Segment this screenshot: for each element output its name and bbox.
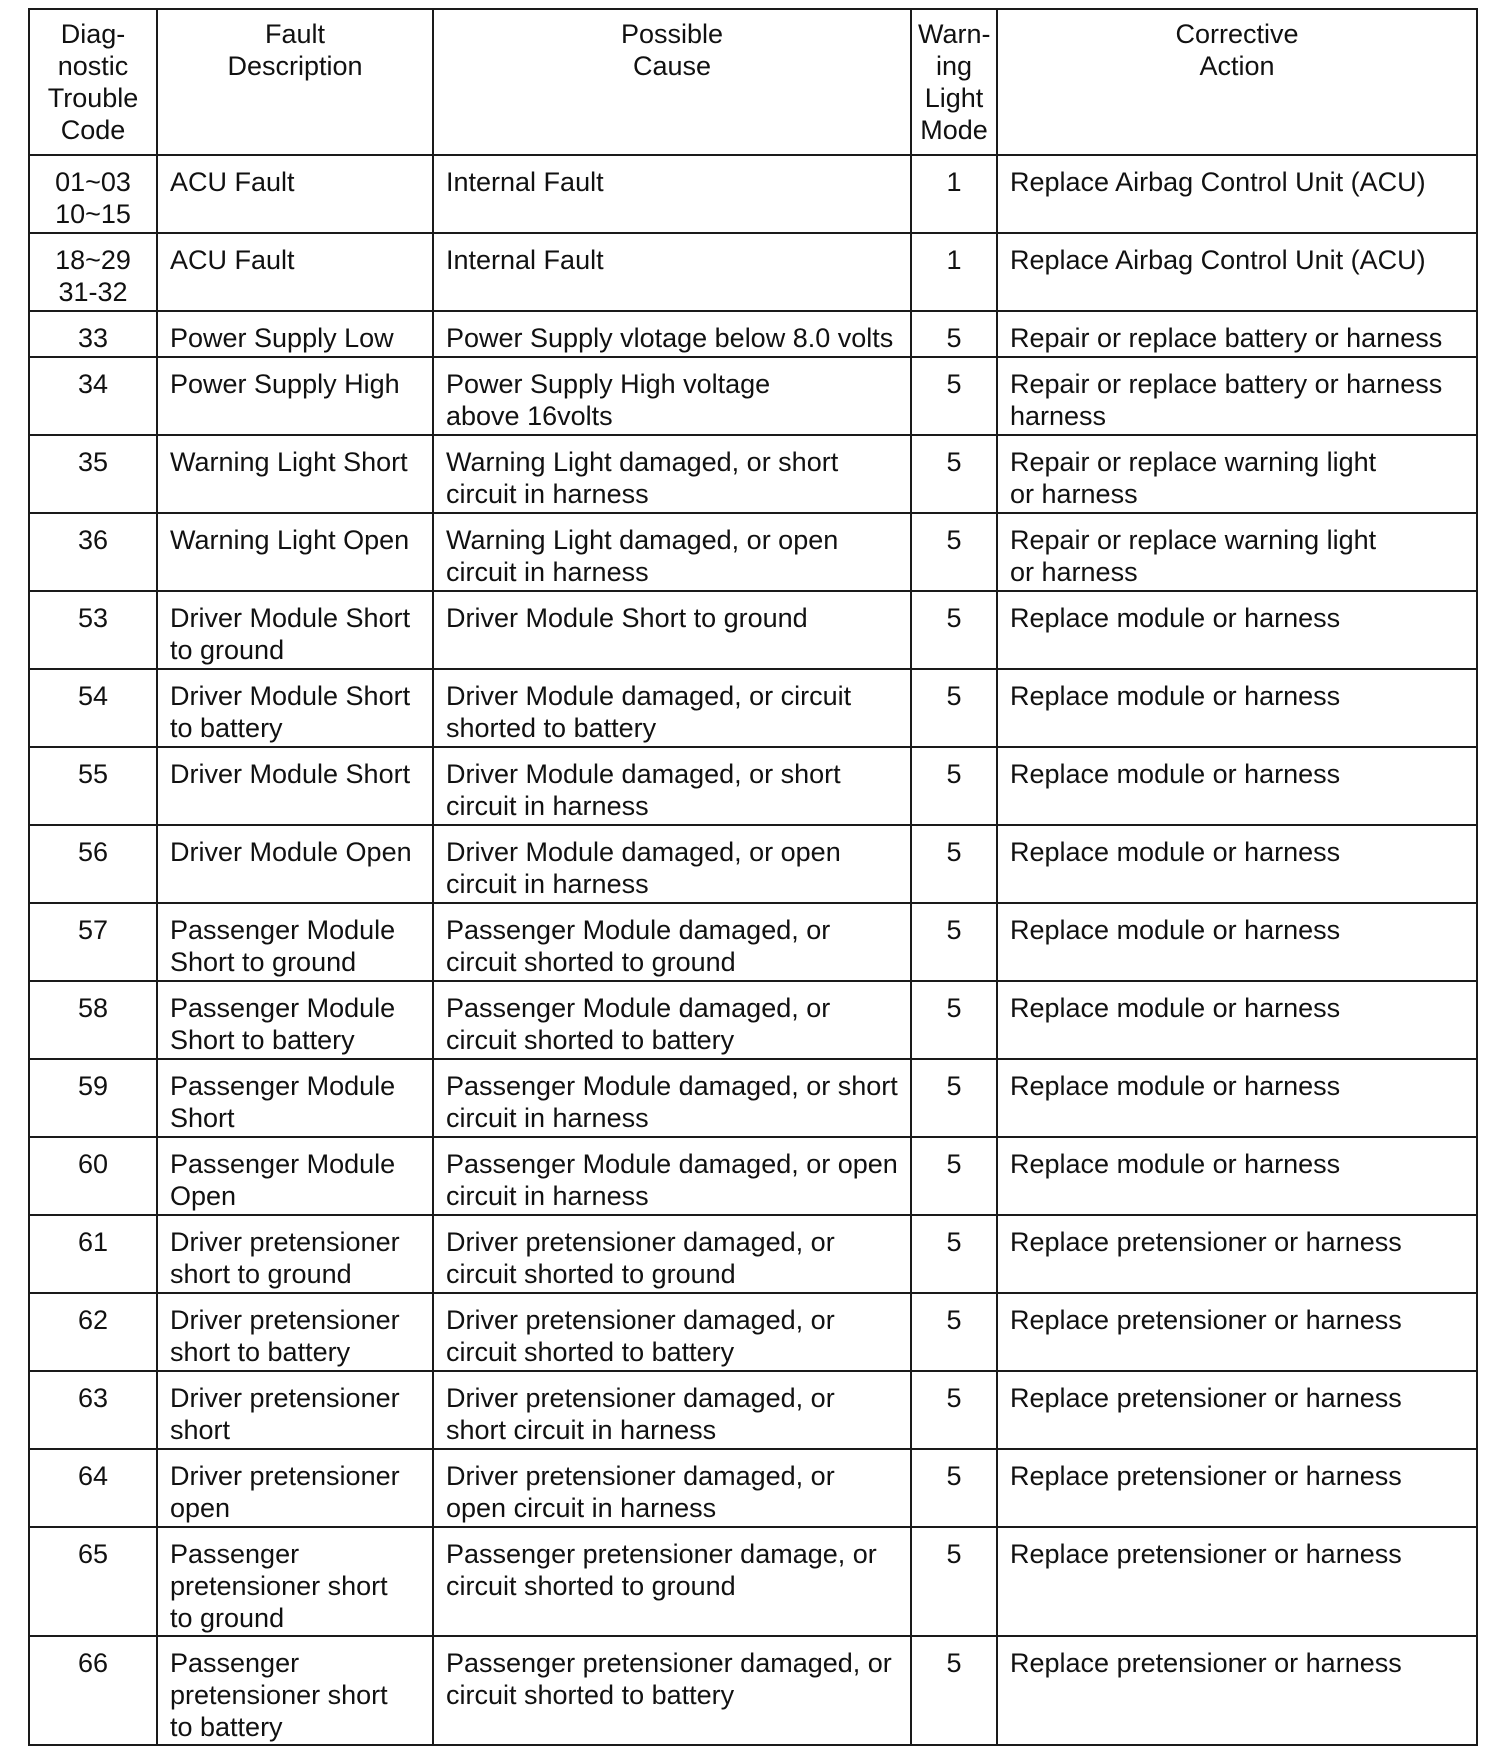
dtc-code: 66 xyxy=(29,1636,157,1745)
corrective-action: Replace module or harness xyxy=(997,747,1477,825)
table-row xyxy=(29,825,1477,903)
fault-description: ACU Fault xyxy=(157,155,433,233)
fault-description: Driver pretensioner short to ground xyxy=(157,1215,433,1293)
possible-cause: Warning Light damaged, or short circuit in harness xyxy=(433,435,911,513)
possible-cause: Power Supply vlotage below 8.0 volts xyxy=(433,311,911,357)
warning-light-mode: 5 xyxy=(911,311,997,357)
corrective-action: Replace pretensioner or harness xyxy=(997,1371,1477,1449)
fault-description: Passenger pretensioner short to ground xyxy=(157,1527,433,1636)
fault-description: Driver Module Short to battery xyxy=(157,669,433,747)
dtc-code: 36 xyxy=(29,513,157,591)
corrective-action: Replace module or harness xyxy=(997,1059,1477,1137)
warning-light-mode: 5 xyxy=(911,669,997,747)
possible-cause: Driver Module damaged, or circuit shorted to battery xyxy=(433,669,911,747)
corrective-action: Replace module or harness xyxy=(997,669,1477,747)
possible-cause: Passenger pretensioner damaged, or circuit shorted to battery xyxy=(433,1636,911,1745)
fault-description: Driver Module Short to ground xyxy=(157,591,433,669)
possible-cause: Internal Fault xyxy=(433,155,911,233)
corrective-action: Replace pretensioner or harness xyxy=(997,1449,1477,1527)
table-row xyxy=(29,747,1477,825)
corrective-action: Replace pretensioner or harness xyxy=(997,1293,1477,1371)
dtc-code: 01~03 10~15 xyxy=(29,155,157,233)
corrective-action: Replace pretensioner or harness xyxy=(997,1527,1477,1636)
warning-light-mode: 5 xyxy=(911,825,997,903)
corrective-action: Repair or replace warning light or harness xyxy=(997,513,1477,591)
table-row xyxy=(29,1215,1477,1293)
corrective-action: Replace module or harness xyxy=(997,1137,1477,1215)
warning-light-mode: 5 xyxy=(911,1215,997,1293)
warning-light-mode: 5 xyxy=(911,1527,997,1636)
fault-description: Power Supply Low xyxy=(157,311,433,357)
possible-cause: Internal Fault xyxy=(433,233,911,311)
possible-cause: Warning Light damaged, or open circuit in harness xyxy=(433,513,911,591)
table-row xyxy=(29,669,1477,747)
possible-cause: Passenger Module damaged, or circuit shorted to battery xyxy=(433,981,911,1059)
warning-light-mode: 5 xyxy=(911,1449,997,1527)
fault-description: Passenger Module Short to ground xyxy=(157,903,433,981)
header-row xyxy=(29,9,1477,155)
warning-light-mode: 5 xyxy=(911,1137,997,1215)
warning-light-mode: 5 xyxy=(911,903,997,981)
dtc-code: 55 xyxy=(29,747,157,825)
possible-cause: Driver pretensioner damaged, or circuit shorted to battery xyxy=(433,1293,911,1371)
corrective-action: Replace pretensioner or harness xyxy=(997,1636,1477,1745)
table-row xyxy=(29,1636,1477,1745)
dtc-code: 56 xyxy=(29,825,157,903)
fault-description: Passenger Module Short xyxy=(157,1059,433,1137)
fault-description: Driver pretensioner short xyxy=(157,1371,433,1449)
table-row xyxy=(29,981,1477,1059)
warning-light-mode: 1 xyxy=(911,233,997,311)
possible-cause: Driver Module Short to ground xyxy=(433,591,911,669)
dtc-code: 62 xyxy=(29,1293,157,1371)
dtc-code: 34 xyxy=(29,357,157,435)
possible-cause: Driver Module damaged, or open circuit in harness xyxy=(433,825,911,903)
table-row xyxy=(29,903,1477,981)
possible-cause: Driver pretensioner damaged, or open circuit in harness xyxy=(433,1449,911,1527)
table-row xyxy=(29,1059,1477,1137)
dtc-code: 57 xyxy=(29,903,157,981)
table-header xyxy=(29,9,1477,155)
table-row xyxy=(29,591,1477,669)
table-body xyxy=(29,155,1477,1745)
header-code: Diag- nostic Trouble Code xyxy=(29,9,157,155)
dtc-code: 33 xyxy=(29,311,157,357)
dtc-code: 64 xyxy=(29,1449,157,1527)
corrective-action: Replace Airbag Control Unit (ACU) xyxy=(997,155,1477,233)
dtc-code: 61 xyxy=(29,1215,157,1293)
possible-cause: Passenger Module damaged, or short circuit in harness xyxy=(433,1059,911,1137)
dtc-code: 59 xyxy=(29,1059,157,1137)
warning-light-mode: 5 xyxy=(911,513,997,591)
header-cause: Possible Cause xyxy=(433,9,911,155)
fault-description: Power Supply High xyxy=(157,357,433,435)
fault-description: Driver Module Open xyxy=(157,825,433,903)
warning-light-mode: 5 xyxy=(911,1293,997,1371)
warning-light-mode: 5 xyxy=(911,591,997,669)
possible-cause: Driver pretensioner damaged, or circuit shorted to ground xyxy=(433,1215,911,1293)
fault-description: Passenger pretensioner short to battery xyxy=(157,1636,433,1745)
corrective-action: Replace module or harness xyxy=(997,903,1477,981)
corrective-action: Replace module or harness xyxy=(997,981,1477,1059)
warning-light-mode: 5 xyxy=(911,357,997,435)
header-mode: Warn- ing Light Mode xyxy=(911,9,997,155)
possible-cause: Power Supply High voltage above 16volts xyxy=(433,357,911,435)
header-fault: Fault Description xyxy=(157,9,433,155)
fault-description: Driver Module Short xyxy=(157,747,433,825)
possible-cause: Passenger pretensioner damage, or circuit shorted to ground xyxy=(433,1527,911,1636)
corrective-action: Repair or replace battery or harness xyxy=(997,311,1477,357)
warning-light-mode: 5 xyxy=(911,435,997,513)
table-row xyxy=(29,1449,1477,1527)
table-row xyxy=(29,311,1477,357)
dtc-code: 54 xyxy=(29,669,157,747)
dtc-code: 65 xyxy=(29,1527,157,1636)
corrective-action: Repair or replace battery or harness harness xyxy=(997,357,1477,435)
fault-description: Warning Light Open xyxy=(157,513,433,591)
table-row xyxy=(29,1527,1477,1636)
warning-light-mode: 5 xyxy=(911,981,997,1059)
possible-cause: Passenger Module damaged, or circuit shorted to ground xyxy=(433,903,911,981)
corrective-action: Repair or replace warning light or harness xyxy=(997,435,1477,513)
table-row xyxy=(29,357,1477,435)
fault-description: Driver pretensioner short to battery xyxy=(157,1293,433,1371)
warning-light-mode: 5 xyxy=(911,747,997,825)
table-row xyxy=(29,233,1477,311)
table-row xyxy=(29,1293,1477,1371)
corrective-action: Replace Airbag Control Unit (ACU) xyxy=(997,233,1477,311)
dtc-code: 18~29 31-32 xyxy=(29,233,157,311)
warning-light-mode: 1 xyxy=(911,155,997,233)
dtc-table xyxy=(28,8,1478,1746)
dtc-code: 35 xyxy=(29,435,157,513)
warning-light-mode: 5 xyxy=(911,1636,997,1745)
table-row xyxy=(29,1371,1477,1449)
fault-description: Warning Light Short xyxy=(157,435,433,513)
corrective-action: Replace module or harness xyxy=(997,825,1477,903)
fault-description: ACU Fault xyxy=(157,233,433,311)
warning-light-mode: 5 xyxy=(911,1371,997,1449)
fault-description: Passenger Module Open xyxy=(157,1137,433,1215)
corrective-action: Replace pretensioner or harness xyxy=(997,1215,1477,1293)
dtc-code: 60 xyxy=(29,1137,157,1215)
corrective-action: Replace module or harness xyxy=(997,591,1477,669)
possible-cause: Passenger Module damaged, or open circuit in harness xyxy=(433,1137,911,1215)
dtc-code: 58 xyxy=(29,981,157,1059)
table-row xyxy=(29,435,1477,513)
fault-description: Driver pretensioner open xyxy=(157,1449,433,1527)
dtc-code: 53 xyxy=(29,591,157,669)
table-row xyxy=(29,155,1477,233)
header-action: Corrective Action xyxy=(997,9,1477,155)
warning-light-mode: 5 xyxy=(911,1059,997,1137)
possible-cause: Driver Module damaged, or short circuit in harness xyxy=(433,747,911,825)
possible-cause: Driver pretensioner damaged, or short circuit in harness xyxy=(433,1371,911,1449)
table-row xyxy=(29,513,1477,591)
table-row xyxy=(29,1137,1477,1215)
fault-description: Passenger Module Short to battery xyxy=(157,981,433,1059)
dtc-code: 63 xyxy=(29,1371,157,1449)
